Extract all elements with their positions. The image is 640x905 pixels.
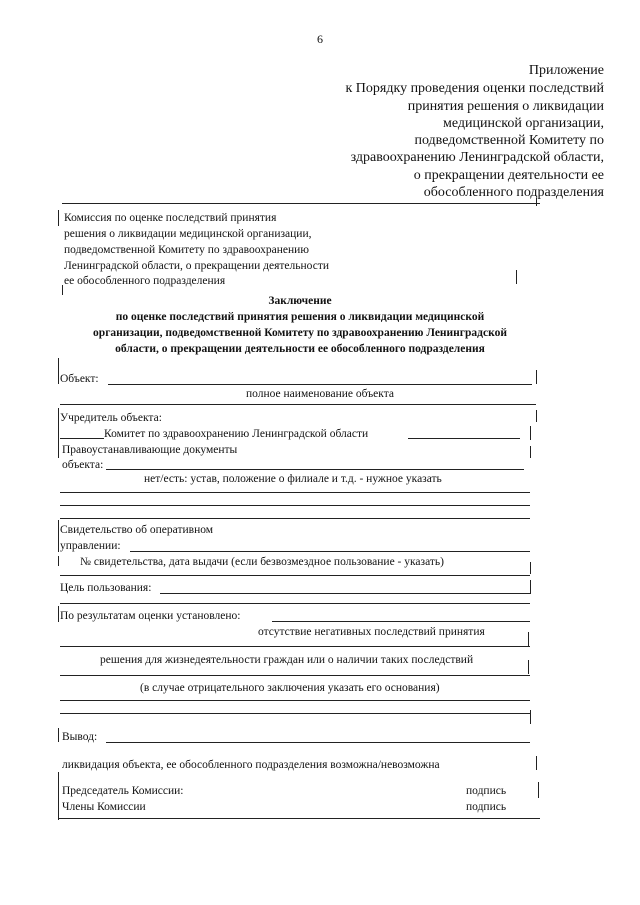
founder-label: Учредитель объекта: <box>60 412 162 424</box>
frame-right-mark <box>528 632 529 646</box>
frame-right-mark <box>536 410 537 422</box>
appendix-title: Приложение <box>528 63 604 78</box>
appendix-line: подведомственной Комитету по <box>414 133 604 148</box>
commission-line: Комиссия по оценке последствий принятия <box>64 212 277 224</box>
frame-right-mark <box>516 270 517 284</box>
conclusion-title: Заключение <box>268 295 332 307</box>
appendix-line: здравоохранению Ленинградской области, <box>350 150 604 165</box>
commission-line: Ленинградской области, о прекращении деятельности <box>64 260 329 272</box>
results-hint-2: решения для жизнедеятельности граждан или о наличии таких последствий <box>100 654 474 666</box>
object-field-line-2[interactable] <box>60 404 536 405</box>
commission-line: подведомственной Комитету по здравоохранению <box>64 244 309 256</box>
chair-label: Председатель Комиссии: <box>62 785 184 797</box>
conclusion-line: организации, подведомственной Комитету по здравоохранению Ленинградской <box>93 327 507 339</box>
results-label: По результатам оценки установлено: <box>60 610 241 622</box>
frame-left-mark <box>58 728 59 742</box>
results-field-line[interactable] <box>272 621 530 622</box>
commission-line: решения о ликвидации медицинской организации, <box>64 228 312 240</box>
frame-right-mark <box>530 580 531 594</box>
output-field-line[interactable] <box>106 742 530 743</box>
results-field-line[interactable] <box>60 700 530 701</box>
appendix-line: обособленного подразделения <box>423 185 604 200</box>
founder-value: Комитет по здравоохранению Ленинградской области <box>104 428 369 440</box>
frame-left-line <box>58 786 59 820</box>
cert-field-line[interactable] <box>60 575 530 576</box>
results-field-line[interactable] <box>60 713 530 714</box>
results-hint-3: (в случае отрицательного заключения указать его основания) <box>140 682 440 694</box>
appendix-line: медицинской организации, <box>443 116 604 131</box>
commission-line: ее обособленного подразделения <box>64 275 226 287</box>
frame-bottom-line <box>58 818 540 819</box>
cert-field-line[interactable] <box>130 551 530 552</box>
frame-right-mark <box>530 562 531 574</box>
docs-field-line[interactable] <box>106 469 524 470</box>
cert-label: Свидетельство об оперативном <box>60 524 214 536</box>
founder-field-line[interactable] <box>408 438 520 439</box>
appendix-line: к Порядку проведения оценки последствий <box>345 81 604 96</box>
cert-hint: № свидетельства, дата выдачи (если безвозмездное пользование - указать) <box>80 556 444 568</box>
results-field-line[interactable] <box>60 646 530 647</box>
members-label: Члены Комиссии <box>62 801 146 813</box>
frame-left-mark <box>58 606 59 622</box>
docs-label: Правоустанавливающие документы <box>62 444 238 456</box>
purpose-field-line[interactable] <box>60 603 530 604</box>
purpose-label: Цель пользования: <box>60 582 152 594</box>
frame-left-mark <box>58 520 59 552</box>
docs-label-2: объекта: <box>62 459 104 471</box>
frame-left-mark <box>58 556 59 566</box>
output-label: Вывод: <box>62 731 98 743</box>
frame-right-mark <box>530 710 531 724</box>
frame-left-line <box>58 210 59 226</box>
founder-field-line[interactable] <box>60 438 104 439</box>
conclusion-line: по оценке последствий принятия решения о ликвидации медицинской <box>115 311 485 323</box>
frame-right-mark <box>528 660 529 674</box>
object-field-line[interactable] <box>108 384 532 385</box>
frame-right-mark <box>530 446 531 458</box>
results-hint: отсутствие негативных последствий принятия <box>258 626 485 638</box>
purpose-field-line[interactable] <box>160 593 530 594</box>
page-number: 6 <box>317 32 323 46</box>
frame-top-line <box>62 203 540 204</box>
docs-hint: нет/есть: устав, положение о филиале и т.д. - нужное указать <box>144 473 442 485</box>
output-hint: ликвидация объекта, ее обособленного подразделения возможна/невозможна <box>62 759 440 771</box>
docs-field-line[interactable] <box>60 518 530 519</box>
docs-field-line[interactable] <box>60 505 530 506</box>
frame-left-mark <box>58 772 59 786</box>
results-field-line[interactable] <box>60 675 530 676</box>
frame-right-mark <box>530 426 531 440</box>
frame-corner <box>536 198 537 206</box>
conclusion-line: области, о прекращении деятельности ее обособленного подразделения <box>115 343 485 355</box>
frame-right-mark <box>536 756 537 770</box>
chair-signature[interactable]: подпись <box>466 785 507 797</box>
frame-right-mark <box>536 370 537 384</box>
cert-label-2: управлении: <box>60 540 121 552</box>
frame-left-mark <box>58 408 59 458</box>
object-label: Объект: <box>60 373 99 385</box>
docs-field-line[interactable] <box>60 492 530 493</box>
frame-left-mark <box>58 370 59 384</box>
frame-left-mark <box>58 358 59 370</box>
members-signature[interactable]: подпись <box>466 801 507 813</box>
appendix-line: принятия решения о ликвидации <box>407 99 604 114</box>
frame-right-mark <box>538 782 539 798</box>
appendix-line: о прекращении деятельности ее <box>413 168 604 183</box>
object-hint: полное наименование объекта <box>246 388 394 400</box>
